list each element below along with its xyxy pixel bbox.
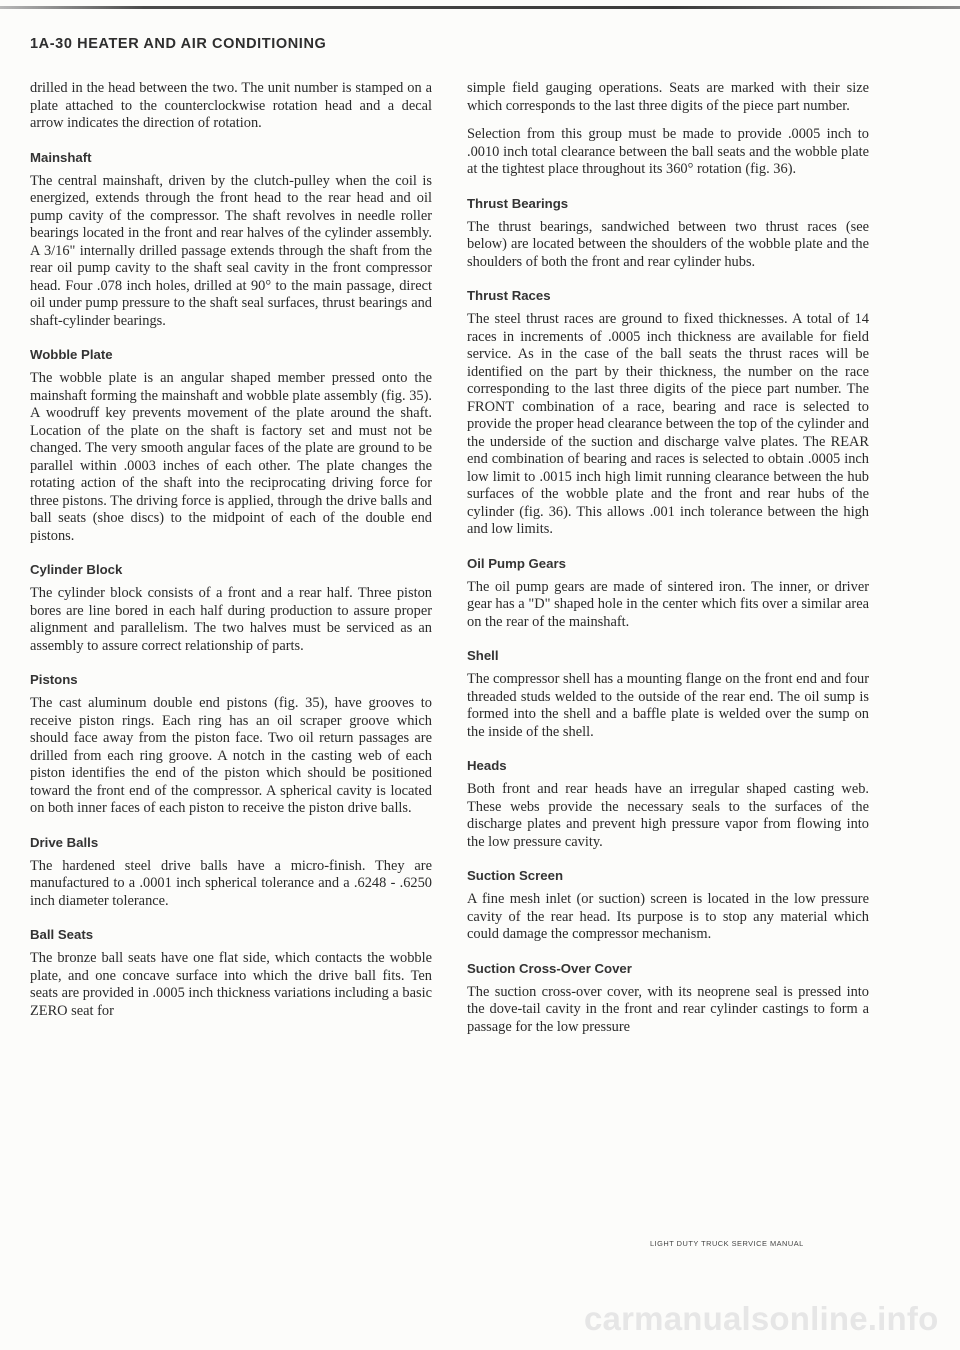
section-heading: Thrust Bearings [467,195,569,211]
left-column [30,80,432,1031]
paragraph: A fine mesh inlet (or suction) screen is located in the low pressure cavity of the rear head. Its purpose is to stop any material which could damage the compressor mechanism. [467,891,869,942]
section-heading: Pistons [30,672,78,687]
section-heading: Cylinder Block [30,562,123,577]
watermark: carmanualsonline.info [584,1300,939,1337]
paragraph: The hardened steel drive balls have a micro-finish. They are manufactured to a .0001 inch spherical tolerance and a .6248 - .6250 inch diameter tolerance. [30,857,432,909]
paragraph: drilled in the head between the two. The unit number is stamped on a plate attached to the counterclockwise rotation head and a decal arrow indicates the direction of rotation. [30,80,432,131]
section-heading: Drive Balls [30,834,99,850]
top-rule [0,6,960,9]
section-heading: Oil Pump Gears [467,555,566,571]
paragraph: The compressor shell has a mounting flange on the front end and four threaded studs welded to the outside of the rear end. The oil sump is formed into the shell and a baffle plate is welded over the sump on the inside of the shell. [467,671,869,740]
paragraph: Selection from this group must be made to provide .0005 inch to .0010 inch total clearance between the ball seats and the wobble plate at the tightest place throughout its 360° rotation (fig. 36). [467,126,869,177]
page-header: 1A-30 HEATER AND AIR CONDITIONING [30,36,327,52]
right-column [467,80,869,1047]
paragraph: The central mainshaft, driven by the clutch-pulley when the coil is energized, extends through the front head to the rear head and oil pump cavity of the compressor. The shaft revolves in needle roller bearings located in the front and rear halves of the cylinder assembly. A 3/16" internally drilled passage extends through the shaft from the rear oil pump cavity to the shaft seal cavity in the front compressor head. Four .078 inch holes, drilled at 90° to the main passage, direct oil under pump pressure to the shaft seal surfaces, thrust bearings and shaft-cylinder bearings. [30,172,432,329]
paragraph: The steel thrust races are ground to fixed thicknesses. A total of 14 races in increments of .0005 inch thickness are available for field service. As in the case of the ball seats the thrust races will be identified on the part by their thickness, the number on the race corresponding to the last three digits of the piece part number. The FRONT combination of a race, bearing and race is selected to provide the proper head clearance between the top of the cylinder and the underside of the suction and discharge valve plates. The REAR end combination of bearing and races is selected to obtain .0005 inch low limit to .0015 inch high limit running clearance between the hub surfaces of the wobble plate and the front and rear hubs of the cylinder (fig. 36). This allows .001 inch tolerance between the high and low limits. [467,311,869,537]
section-heading: Suction Screen [467,868,564,883]
paragraph: The cast aluminum double end pistons (fig. 35), have grooves to receive piston rings. Each ring has an oil scraper groove which should face away from the piston face. Two oil return passages are drilled from each ring groove. A notch in the casting web of each piston identifies the end of the piston which should be positioned toward the front end of the compressor. A spherical cavity is located on both inner faces of each piston to receive the piston drive balls. [30,695,432,816]
paragraph: Both front and rear heads have an irregular shaped casting web. These webs provide the necessary seals to the surfaces of the discharge plates and prevent high pressure vapor from flowing into the low pressure cavity. [467,781,869,850]
section-heading: Wobble Plate [30,347,113,362]
paragraph: The wobble plate is an angular shaped member pressed onto the mainshaft forming the mainshaft and wobble plate assembly (fig. 35). A woodruff key prevents movement of the plate around the shaft. Location of the plate on the shaft is factory set and must not be changed. The very smooth angular faces of the plate are ground to be parallel within .0003 inches of each other. The plate changes the rotating action of the shaft into the reciprocating driving force for three pistons. The driving force is applied, through the drive balls and ball seats (shoe discs) to the midpoint of each of the double end pistons. [30,370,432,544]
paragraph: The suction cross-over cover, with its neoprene seal is pressed into the dove-tail cavity in the front and rear cylinder castings to form a passage for the low pressure [467,983,869,1035]
section-heading: Ball Seats [30,927,94,942]
section-heading: Heads [467,758,507,773]
paragraph: The oil pump gears are made of sintered iron. The inner, or driver gear has a "D" shaped hole in the center which fits over a similar area on the rear of the mainshaft. [467,578,869,630]
page-footer: LIGHT DUTY TRUCK SERVICE MANUAL [650,1239,804,1248]
paragraph: The bronze ball seats have one flat side, which contacts the wobble plate, and one concave surface into which the drive ball fits. Ten seats are provided in .0005 inch thickness variations including a basic ZERO seat for [30,950,432,1019]
paragraph: simple field gauging operations. Seats are marked with their size which corresponds to the last three digits of the piece part number. [467,80,869,114]
section-heading: Suction Cross-Over Cover [467,960,632,976]
section-heading: Thrust Races [467,288,551,303]
paragraph: The thrust bearings, sandwiched between two thrust races (see below) are located between the shoulders of the wobble plate and the shoulders of both the front and rear cylinder hubs. [467,218,869,270]
paragraph: The cylinder block consists of a front and a rear half. Three piston bores are line bored in each half during production to assure proper alignment and parallelism. The two halves must be serviced as an assembly to assure correct relationship of parts. [30,585,432,654]
section-heading: Mainshaft [30,149,92,165]
section-heading: Shell [467,648,499,663]
